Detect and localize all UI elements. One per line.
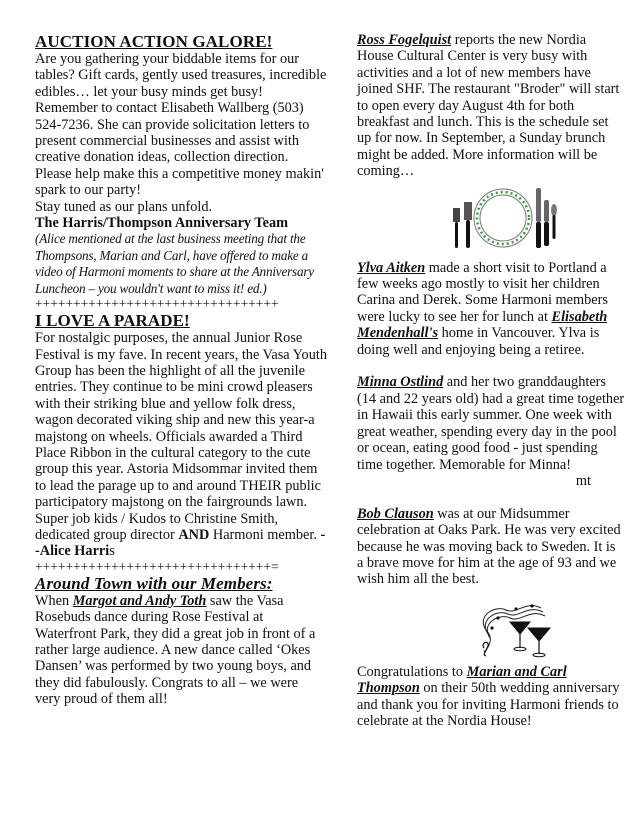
bob-article: [357, 506, 625, 588]
auction-editor-note: (Alice mentioned at the last business meeting that the Thompsons, Marian and Carl, have offered to make a video of Harmoni moments to share at the Anniversary Luncheon – you wouldn't want to miss it! ed.): [35, 231, 314, 296]
fork-small-icon: [453, 208, 460, 248]
place-setting-illustration: [357, 184, 625, 254]
member-name: Marian and Carl Thompson: [357, 663, 567, 697]
ross-body: reports the new Nordia House Cultural Center is very busy with activities and a lot of new members have joined SHF. The restaurant "Broder" will start to open every day August 4th for both breakfast and lunch. This is the schedule set up for now. In September, a Sunday brunch might be added. More information will be coming…: [357, 32, 620, 180]
around-town-text: saw the Vasa Rosebuds dance during Rose Festival at Waterfront Park, they did a great job in front of a rather large audience. A new dance called ‘Okes Dansen’ was performed by two young boys, and they did fabulously. Congrats to all – we were very proud of them all!: [35, 592, 316, 708]
martini-glass-icon: [528, 628, 550, 657]
spacer: [357, 489, 625, 505]
auction-team-signature: The Harris/Thompson Anniversary Team: [35, 215, 289, 232]
ross-article: [357, 32, 625, 180]
member-name: Bob Clauson: [357, 505, 434, 522]
parade-author: --Alice Harri: [35, 526, 326, 560]
congrats-body: on their 50th wedding anniversary and thank you for inviting Harmoni friends to celebrate at the Nordia House!: [357, 680, 620, 729]
member-name: Ross Fogelquist: [357, 32, 452, 48]
minna-sign-off: mt: [575, 472, 591, 489]
around-town-heading: Around Town with our Members:: [35, 573, 273, 593]
parade-body-text: For nostalgic purposes, the annual Junior Rose Festival is my fave. In recent years, the Vasa Youth Group has been the highlight of all the juvenile entries. They continue to be mini crowd pleasers with their striking blue and yellow folk dress, wagon decorated viking ship and new this year-a majstong on wheels. Officials awarded a Third Place Ribbon in the cultural category to the cute group this year. Astoria Midsommar invited them to lead the parage up to and around THEIR public participatory majstong on the fairgrounds lawn. Super job kids / Kudos to Christine Smith, dedicated group director: [35, 330, 327, 543]
cocktail-music-illustration: [357, 590, 625, 660]
fork-large-icon: [464, 202, 472, 248]
auction-stay-tuned: Stay tuned as our plans unfold.: [35, 198, 213, 215]
treble-clef-icon: [483, 642, 488, 656]
parade-body-bold: AND: [178, 526, 210, 543]
knife-small-icon: [544, 200, 549, 246]
congrats-intro: Congratulations to: [357, 663, 467, 680]
parade-heading: I LOVE A PARADE!: [35, 311, 190, 331]
plate-icon: [474, 189, 532, 247]
auction-body: Are you gathering your biddable items for our tables? Gift cards, gently used treasures, incredible edibles… let your busy minds get busy! Remember to contact Elisabeth Wallberg (503) 524-7236. She can provide solicitation letters to present commercial businesses and assist with creative donation ideas, collection direction. Please help make this a competitive money makin' spark to our party!: [35, 51, 327, 199]
minna-article: [357, 374, 625, 489]
parade-body: [35, 330, 327, 560]
member-name: Elisabeth Mendenhall's: [357, 308, 608, 342]
spacer: [357, 358, 625, 374]
ylva-article: [357, 260, 625, 358]
around-town-intro: When: [35, 592, 73, 609]
ylva-body: made a short visit to Portland a few weeks ago mostly to visit her children Carina and Derek. Some Harmoni members were lucky to see her for lunch at: [357, 259, 608, 325]
divider-plus-line: +++++++++++++++++++++++++++++++=: [35, 559, 279, 574]
parade-body-text-2: Harmoni member.: [209, 526, 321, 543]
right-column: [357, 32, 625, 729]
ylva-body-2: home in Vancouver. Ylva is doing well and enjoying being a retiree.: [357, 325, 600, 358]
parade-author-tail: s: [109, 543, 115, 560]
bob-body: was at our Midsummer celebration at Oaks Park. He was very excited because he was moving back to Sweden. It is a brave move for him at the age of 93 and we wish him all the best.: [357, 505, 621, 588]
around-town-article: [35, 574, 327, 708]
member-name: Minna Ostlind: [357, 374, 444, 391]
member-name: Ylva Aitken: [357, 259, 426, 276]
left-column: [35, 32, 327, 708]
spoon-icon: [551, 204, 557, 239]
martini-glass-icon: [510, 622, 530, 651]
parade-article: [35, 311, 327, 560]
member-name: Margot and Andy Toth: [72, 592, 207, 609]
around-town-body: [35, 593, 327, 708]
auction-heading: AUCTION ACTION GALORE!: [35, 32, 273, 51]
auction-article: [35, 32, 327, 297]
cocktail-music-icon: [466, 590, 556, 660]
divider-plus-line: ++++++++++++++++++++++++++++++++: [35, 297, 279, 312]
place-setting-icon: [441, 184, 561, 254]
knife-icon: [536, 188, 541, 248]
minna-body: and her two granddaughters (14 and 22 years old) had a great time together in Hawaii this early summer. One week with great weather, spending every day in the pool or ocean, eating good food - just spending time together. Memorable for Minna!: [357, 374, 625, 473]
congrats-article: [357, 664, 625, 730]
